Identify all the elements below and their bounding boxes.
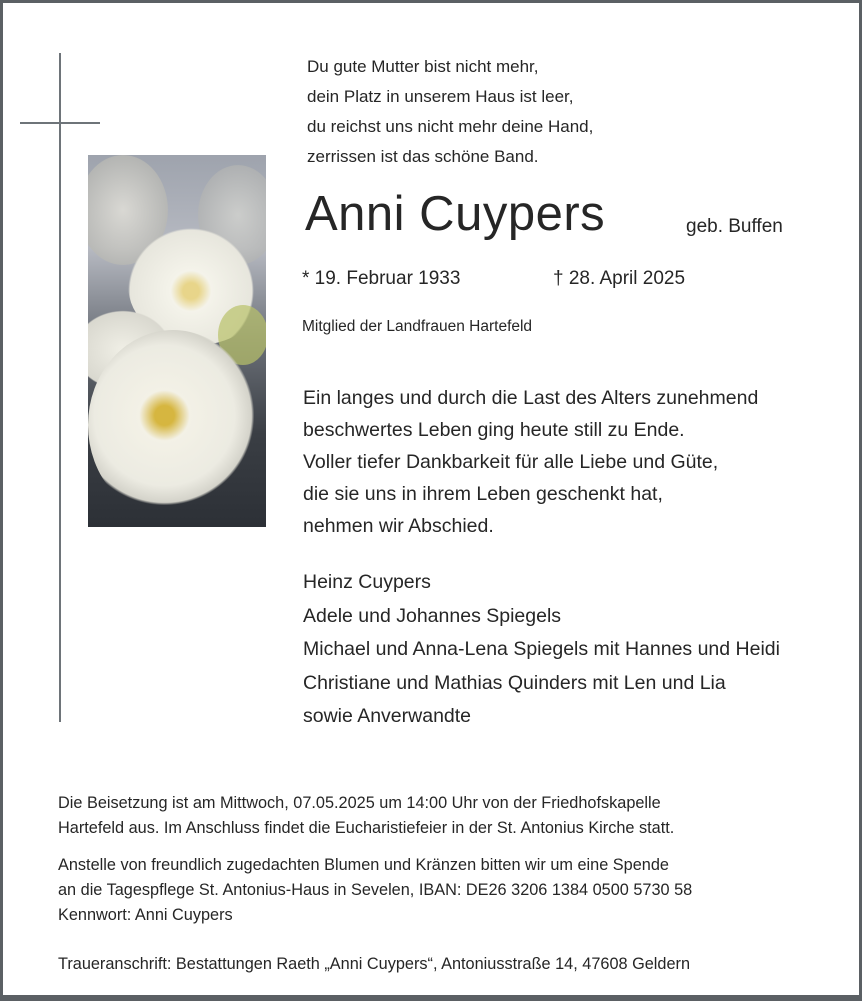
mourners-list xyxy=(303,566,780,734)
poem-line: du reichst uns nicht mehr deine Hand, xyxy=(307,117,594,136)
mourner: Michael und Anna-Lena Spiegels mit Hannes und Heidi xyxy=(303,638,780,661)
donation-line: an die Tagespflege St. Antonius-Haus in Sevelen, IBAN: DE26 3206 1384 0500 5730 58 xyxy=(58,881,693,899)
funeral-line: Die Beisetzung ist am Mittwoch, 07.05.2025 um 14:00 Uhr von der Friedhofskapelle xyxy=(58,794,661,812)
maiden-name: geb. Buffen xyxy=(686,216,783,237)
cross-icon-bar xyxy=(20,122,100,124)
mourner: Heinz Cuypers xyxy=(303,571,431,593)
donation-line: Kennwort: Anni Cuypers xyxy=(58,906,233,924)
calla-lily-photo xyxy=(88,155,266,527)
paragraph-line: Ein langes und durch die Last des Alters zunehmend xyxy=(303,387,759,409)
membership: Mitglied der Landfrauen Hartefeld xyxy=(302,318,533,335)
paragraph-line: die sie uns in ihrem Leben geschenkt hat, xyxy=(303,483,663,505)
poem-line: Du gute Mutter bist nicht mehr, xyxy=(307,57,539,76)
poem xyxy=(307,52,593,172)
cross-icon xyxy=(59,53,61,722)
poem-line: zerrissen ist das schöne Band. xyxy=(307,147,539,166)
birth-date: * 19. Februar 1933 xyxy=(302,268,461,289)
mourner: Adele und Johannes Spiegels xyxy=(303,604,562,627)
donation-line: Anstelle von freundlich zugedachten Blumen und Kränzen bitten wir um eine Spende xyxy=(58,856,669,874)
funeral-line: Hartefeld aus. Im Anschluss findet die Eucharistiefeier in der St. Antonius Kirche statt. xyxy=(58,819,675,837)
deceased-name: Anni Cuypers xyxy=(305,187,606,241)
farewell-paragraph xyxy=(303,382,758,542)
mourner: Christiane und Mathias Quinders mit Len und Lia xyxy=(303,671,726,694)
mourning-address: Traueranschrift: Bestattungen Raeth „Anni Cuypers“, Antoniusstraße 14, 47608 Geldern xyxy=(58,955,691,973)
paragraph-line: nehmen wir Abschied. xyxy=(303,515,494,537)
poem-line: dein Platz in unserem Haus ist leer, xyxy=(307,87,574,106)
donation-info xyxy=(58,853,692,928)
paragraph-line: Voller tiefer Dankbarkeit für alle Liebe und Güte, xyxy=(303,451,719,473)
funeral-info xyxy=(58,791,674,841)
death-date: † 28. April 2025 xyxy=(553,268,686,289)
mourner: sowie Anverwandte xyxy=(303,705,472,728)
paragraph-line: beschwertes Leben ging heute still zu Ende. xyxy=(303,419,685,441)
